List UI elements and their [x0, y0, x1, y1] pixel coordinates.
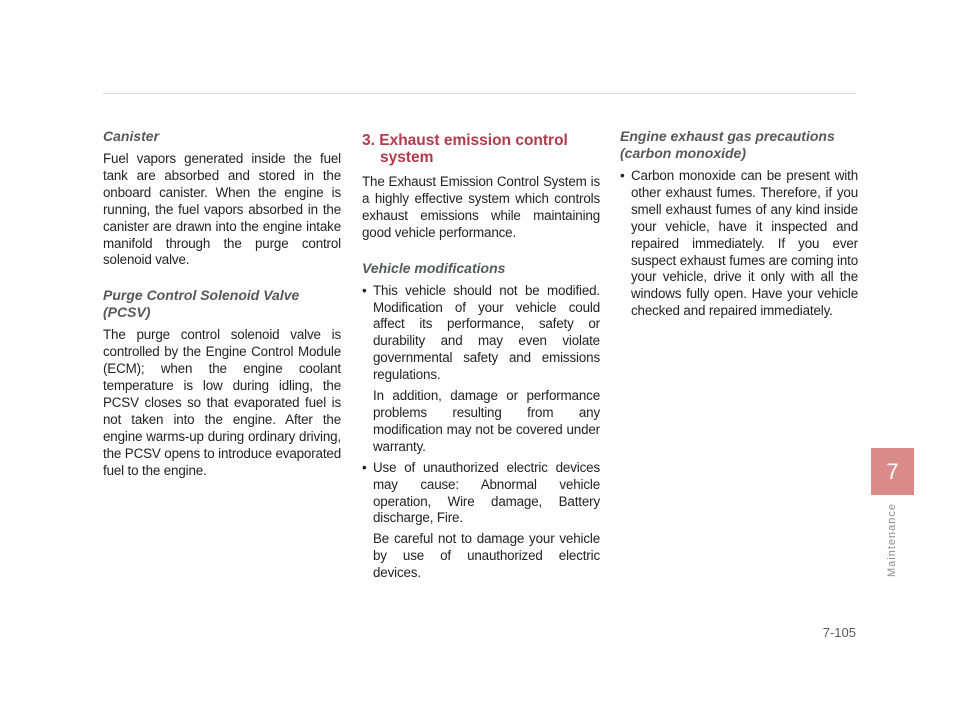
paragraph-exhaust-intro: The Exhaust Emission Control System is a highly effective system which controls exhaust emissions while maintaining good vehicle performance. [362, 174, 600, 240]
chapter-label: Maintenance [886, 503, 898, 577]
bullet-continuation: Be careful not to damage your vehicle by use of unauthorized electric devices. [373, 531, 600, 581]
heading-pcsv-line1: Purge Control Solenoid Valve [103, 287, 300, 304]
list-item [362, 460, 600, 528]
heading-precautions-line2: (carbon monoxide) [620, 145, 747, 161]
top-divider [103, 93, 856, 94]
list-item [362, 283, 600, 384]
column-left [103, 128, 341, 484]
heading-pcsv-line2: (PCSV) [103, 304, 151, 321]
page-number: 7-105 [822, 625, 856, 640]
heading-pcsv [103, 287, 341, 321]
heading-exhaust-precautions [620, 128, 858, 162]
bullet-continuation: In addition, damage or performance problems resulting from any modification may not be covered under warranty. [373, 388, 600, 454]
heading-canister: Canister [103, 128, 160, 144]
bullet-text: Use of unauthorized electric devices may cause: Abnormal vehicle operation, Wire damage, Battery discharge, Fire. [373, 459, 600, 526]
bullet-dot: • [362, 459, 367, 475]
heading-precautions-line1: Engine exhaust gas precautions [620, 128, 835, 144]
paragraph-pcsv: The purge control solenoid valve is controlled by the Engine Control Module (ECM); when the engine coolant temperature is low during idling, the PCSV closes so that evaporated fuel is not taken into the engine. After the engine warms-up during ordinary driving, the PCSV opens to introduce evaporated fuel to the engine. [103, 327, 341, 478]
bullet-dot: • [362, 282, 367, 298]
section-heading-exhaust: 3. Exhaust emission control system [362, 132, 568, 166]
list-item [620, 168, 858, 320]
column-right [620, 128, 858, 324]
bullet-dot: • [620, 168, 625, 183]
chapter-tab: 7 [871, 448, 914, 495]
bullet-text: This vehicle should not be modified. Modification of your vehicle could affect its performance, safety or durability and may even violate governmental safety and emissions regulations. [373, 282, 600, 383]
heading-vehicle-modifications: Vehicle modifications [362, 259, 506, 276]
column-middle [362, 128, 600, 586]
paragraph-canister: Fuel vapors generated inside the fuel tank are absorbed and stored in the onboard canister. When the engine is running, the fuel vapors absorbed in the canister are drawn into the engine intake manifold through the purge control solenoid valve. [103, 151, 341, 268]
bullet-text: Carbon monoxide can be present with other exhaust fumes. Therefore, if you smell exhaust fumes of any kind inside your vehicle, have it inspected and repaired immediately. If you ever suspect exhaust fumes are coming into your vehicle, drive it only with all the windows fully open. Have your vehicle checked and repaired immediately. [631, 168, 858, 319]
